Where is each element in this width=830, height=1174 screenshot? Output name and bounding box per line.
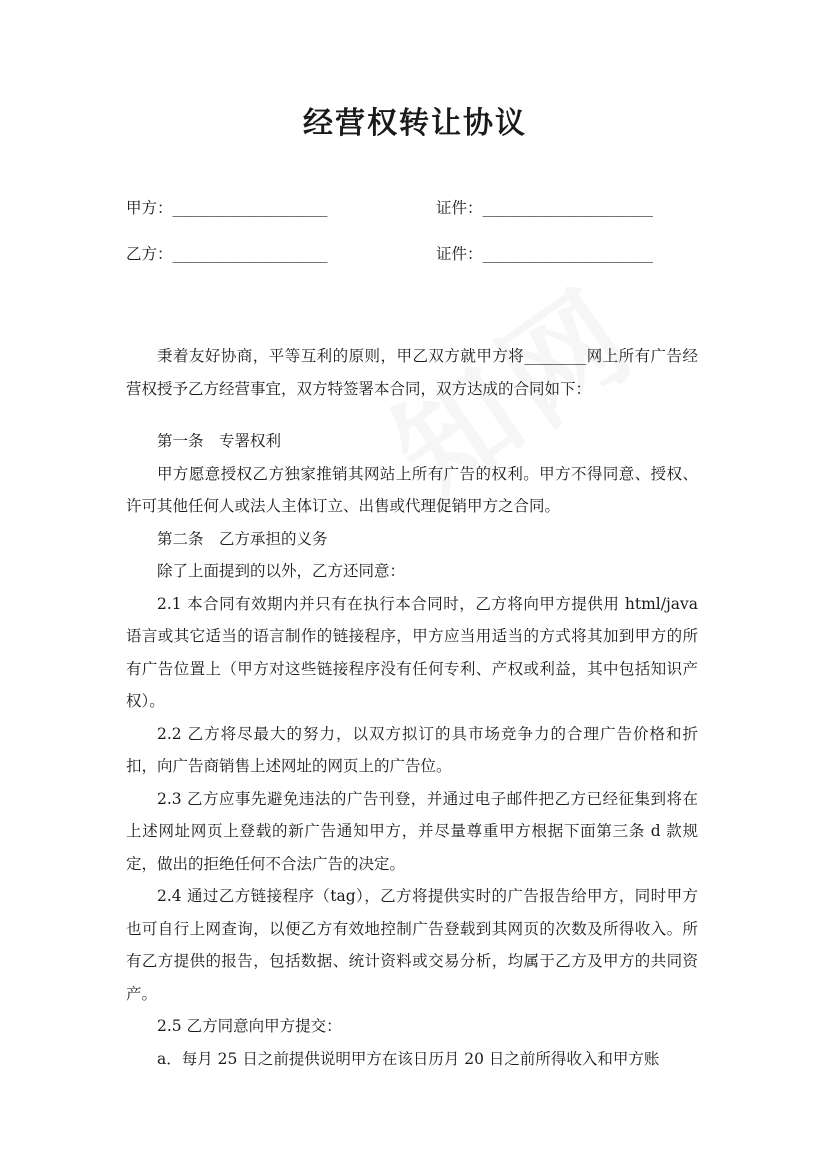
- clause-2-5: 2.5 乙方同意向甲方提交：: [157, 1017, 342, 1035]
- agreement-body: [126, 340, 698, 1075]
- article-1-heading: 第一条 专署权利: [157, 432, 282, 450]
- party-b-row: [126, 242, 726, 270]
- article-2-heading: 第二条 乙方承担的义务: [157, 529, 328, 548]
- party-a-field: 甲方：____________________: [126, 199, 328, 217]
- document-title: 经营权转让协议: [303, 106, 527, 141]
- party-b-id-field: 证件：______________________: [436, 245, 654, 263]
- clause-2-5-a: a．每月 25 日之前提供说明甲方在该日历月 20 日之前所得收入和甲方账: [157, 1049, 660, 1068]
- clause-2-2: 2.2 乙方将尽最大的努力，以双方拟订的具市场竞争力的合理广告价格和折扣，向广告商销售上述网址的网页上的广告位。: [126, 724, 698, 775]
- clause-2-1: 2.1 本合同有效期内并只有在执行本合同时，乙方将向甲方提供用 html/java 语言或其它适当的语言制作的链接程序，甲方应当用适当的方式将其加到甲方的所有广告位置上（甲方对这些链接程序没有任何专利、产权或利益，其中包括知识产权）。: [126, 594, 698, 710]
- party-a-row: [126, 196, 726, 224]
- article-1-paragraph: 甲方愿意授权乙方独家推销其网站上所有广告的权利。甲方不得同意、授权、许可其他任何人或法人主体订立、出售或代理促销甲方之合同。: [126, 464, 698, 515]
- party-a-id-field: 证件：______________________: [436, 199, 654, 217]
- clause-2-4: 2.4 通过乙方链接程序（tag），乙方将提供实时的广告报告给甲方，同时甲方也可自行上网查询，以便乙方有效地控制广告登载到其网页的次数及所得收入。所有乙方提供的报告，包括数据、统计资料或交易分析，均属于乙方及甲方的共同资产。: [126, 887, 698, 1003]
- party-b-field: 乙方：____________________: [126, 245, 328, 263]
- clause-2-3: 2.3 乙方应事先避免违法的广告刊登，并通过电子邮件把乙方已经征集到将在上述网址网页上登载的新广告通知甲方，并尽量尊重甲方根据下面第三条 d 款规定，做出的拒绝任何不合法广告的决定。: [126, 789, 698, 873]
- article-2-intro: 除了上面提到的以外，乙方还同意：: [157, 562, 406, 580]
- preamble-paragraph: 秉着友好协商，平等互利的原则，甲乙双方就甲方将________网上所有广告经营权授予乙方经营事宜，双方特签署本合同，双方达成的合同如下：: [126, 347, 698, 398]
